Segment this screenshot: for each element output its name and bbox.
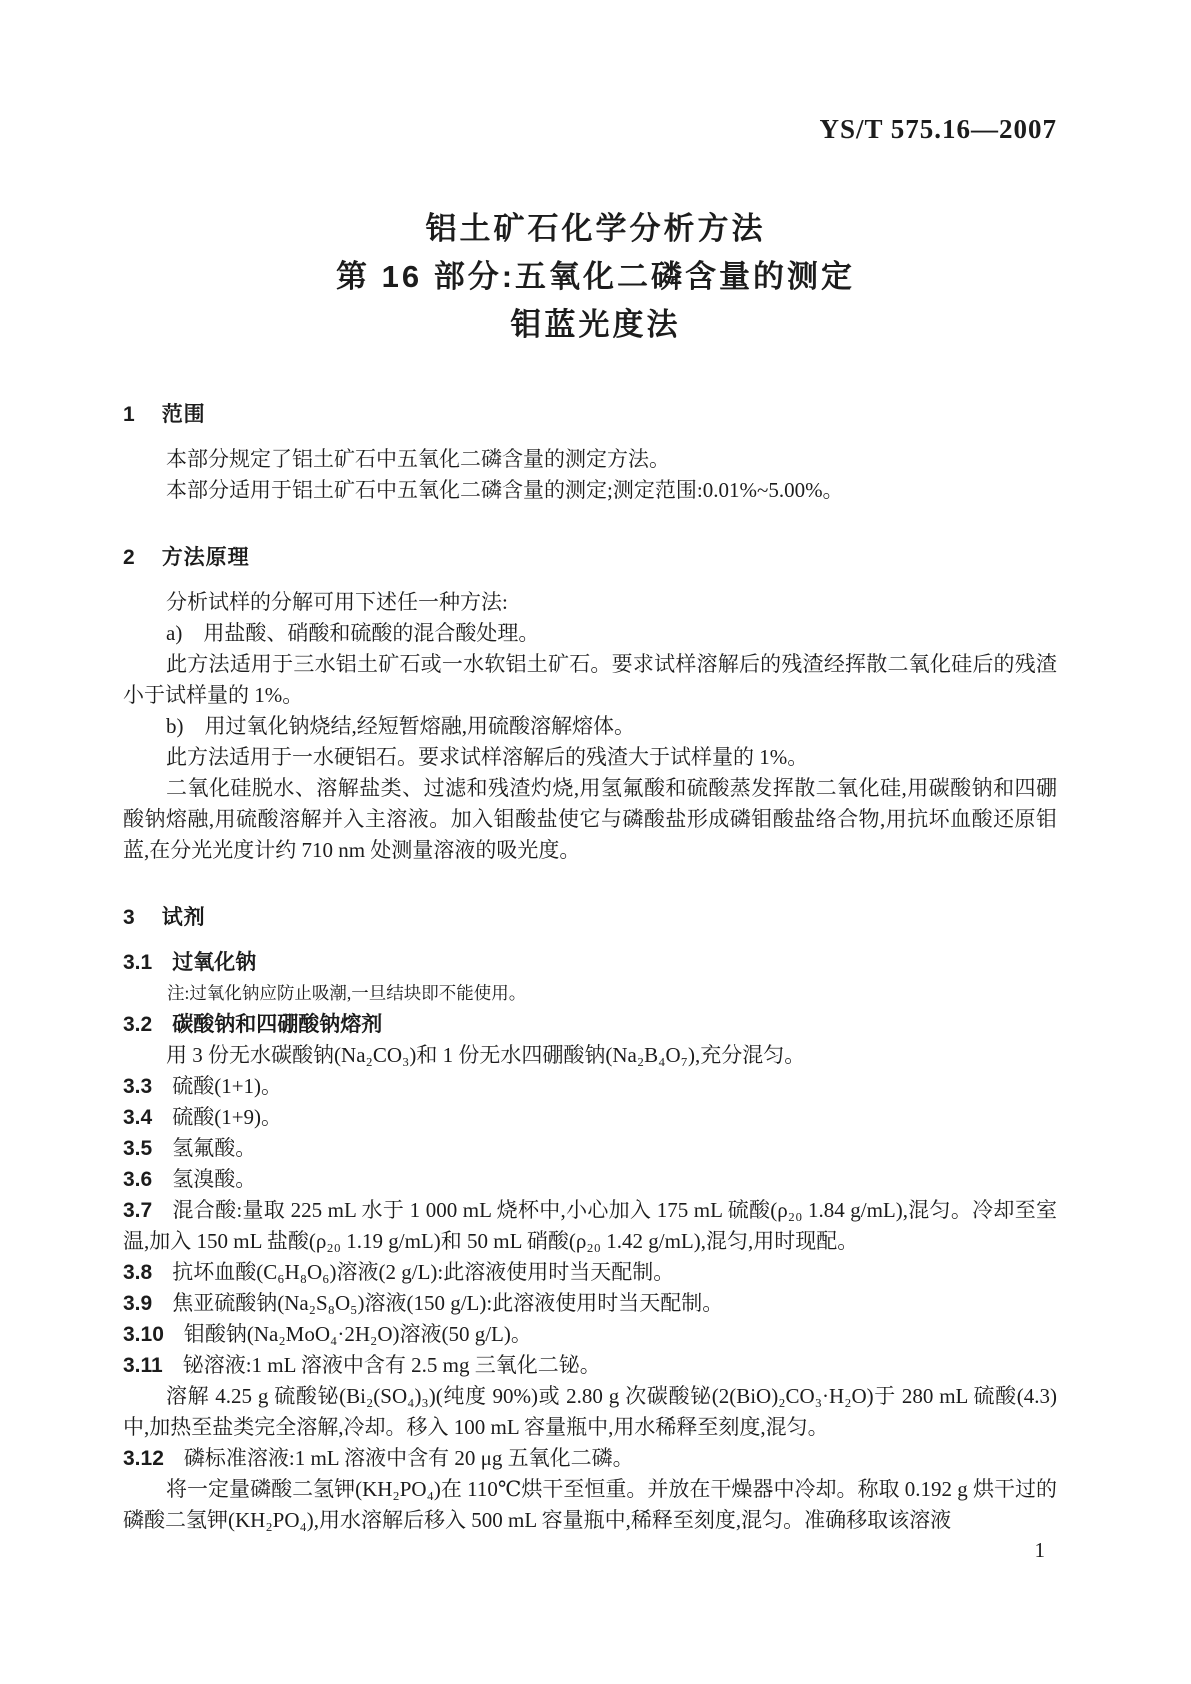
clause-3-8 <box>123 1257 1057 1288</box>
clause-3-5 <box>123 1133 1057 1164</box>
document-title-line1: 铝土矿石化学分析方法 <box>425 211 766 246</box>
clause-3-6-number: 3.6 <box>123 1168 153 1191</box>
clause-3-3 <box>123 1071 1057 1102</box>
principle-paragraph-2: 此方法适用于三水铝土矿石或一水软铝土矿石。要求试样溶解后的残渣经挥散二氧化硅后的残渣小于试样量的 1%。 <box>123 652 1057 707</box>
clause-3-7 <box>123 1195 1057 1257</box>
clause-3-2-heading <box>123 1009 1057 1040</box>
section-2-label: 方法原理 <box>161 546 250 569</box>
clause-3-3-number: 3.3 <box>123 1075 153 1098</box>
clause-3-12-text: 磷标准溶液:1 mL 溶液中含有 20 μg 五氧化二磷。 <box>183 1446 634 1470</box>
principle-paragraph-4: 二氧化硅脱水、溶解盐类、过滤和残渣灼烧,用氢氟酸和硫酸蒸发挥散二氧化硅,用碳酸钠和四硼酸钠熔融,用硫酸溶解并入主溶液。加入钼酸盐使它与磷酸盐形成磷钼酸盐络合物,用抗坏血酸还原钼蓝,在分光光度计约 710 nm 处测量溶液的吸光度。 <box>123 776 1057 862</box>
clause-3-10-text: 钼酸钠(Na₂MoO₄·2H₂O)溶液(50 g/L)。 <box>183 1322 532 1346</box>
clause-3-11-text: 铋溶液:1 mL 溶液中含有 2.5 mg 三氧化二铋。 <box>182 1353 601 1377</box>
scope-paragraph-2: 本部分适用于铝土矿石中五氧化二磷含量的测定;测定范围:0.01%~5.00%。 <box>166 478 844 502</box>
section-1-heading <box>123 399 1057 430</box>
document-title-line3: 钼蓝光度法 <box>510 307 681 342</box>
clause-3-2-number: 3.2 <box>123 1013 153 1036</box>
section-2-number: 2 <box>123 546 136 569</box>
clause-3-7-number: 3.7 <box>123 1199 153 1222</box>
document-title-line2: 第 16 部分:五氧化二磷含量的测定 <box>335 259 856 294</box>
clause-3-9-text: 焦亚硫酸钠(Na₂S₈O₅)溶液(150 g/L):此溶液使用时当天配制。 <box>172 1291 724 1315</box>
clause-3-4-number: 3.4 <box>123 1106 153 1129</box>
page-number: 1 <box>1034 1538 1045 1562</box>
principle-paragraph-3: 此方法适用于一水硬铝石。要求试样溶解后的残渣大于试样量的 1%。 <box>166 745 809 769</box>
clause-3-6-text: 氢溴酸。 <box>172 1167 257 1191</box>
clause-3-8-number: 3.8 <box>123 1261 153 1284</box>
clause-3-11-paragraph: 溶解 4.25 g 硫酸铋(Bi₂(SO₄)₃)(纯度 90%)或 2.80 g 次碳酸铋(2(BiO)₂CO₃·H₂O)于 280 mL 硫酸(4.3)中,加热至盐类完全溶解,冷却。移入 100 mL 容量瓶中,用水稀释至刻度,混匀。 <box>123 1384 1057 1439</box>
document-body <box>123 399 1057 1536</box>
clause-3-1-note: 注:过氧化钠应防止吸潮,一旦结块即不能使用。 <box>167 983 527 1003</box>
clause-3-1-title: 过氧化钠 <box>172 951 257 974</box>
clause-3-11 <box>123 1350 1057 1381</box>
clause-3-7-text: 混合酸:量取 225 mL 水于 1 000 mL 烧杯中,小心加入 175 mL 硫酸(ρ₂₀ 1.84 g/mL),混匀。冷却至室温,加入 150 mL 盐酸(ρ₂₀ 1.19 g/mL)和 50 mL 硝酸(ρ₂₀ 1.42 g/mL),混匀,用时现配。 <box>123 1198 1057 1253</box>
clause-3-12-number: 3.12 <box>123 1447 164 1470</box>
clause-3-5-number: 3.5 <box>123 1137 153 1160</box>
section-2-heading <box>123 542 1057 573</box>
clause-3-10-number: 3.10 <box>123 1323 164 1346</box>
section-1-number: 1 <box>123 403 136 426</box>
clause-3-4 <box>123 1102 1057 1133</box>
section-1-label: 范围 <box>161 403 206 426</box>
clause-3-9-number: 3.9 <box>123 1292 153 1315</box>
clause-3-2-paragraph: 用 3 份无水碳酸钠(Na₂CO₃)和 1 份无水四硼酸钠(Na₂B₄O₇),充分混匀。 <box>166 1043 806 1067</box>
principle-item-a: a) 用盐酸、硝酸和硫酸的混合酸处理。 <box>166 621 540 645</box>
standard-code: YS/T 575.16—2007 <box>819 114 1057 144</box>
clause-3-1-number: 3.1 <box>123 951 153 974</box>
section-3-label: 试剂 <box>161 906 206 929</box>
section-3-number: 3 <box>123 906 136 929</box>
clause-3-1-heading <box>123 947 1057 978</box>
clause-3-4-text: 硫酸(1+9)。 <box>172 1105 283 1129</box>
clause-3-11-number: 3.11 <box>123 1354 163 1377</box>
clause-3-8-text: 抗坏血酸(C₆H₈O₆)溶液(2 g/L):此溶液使用时当天配制。 <box>172 1260 675 1284</box>
clause-3-3-text: 硫酸(1+1)。 <box>172 1074 283 1098</box>
clause-3-12 <box>123 1443 1057 1474</box>
principle-paragraph-1: 分析试样的分解可用下述任一种方法: <box>166 590 508 614</box>
clause-3-12-paragraph: 将一定量磷酸二氢钾(KH₂PO₄)在 110℃烘干至恒重。并放在干燥器中冷却。称取 0.192 g 烘干过的磷酸二氢钾(KH₂PO₄),用水溶解后移入 500 mL 容量瓶中,稀释至刻度,混匀。准确移取该溶液 <box>123 1477 1057 1532</box>
clause-3-10 <box>123 1319 1057 1350</box>
clause-3-5-text: 氢氟酸。 <box>172 1136 257 1160</box>
clause-3-9 <box>123 1288 1057 1319</box>
principle-item-b: b) 用过氧化钠烧结,经短暂熔融,用硫酸溶解熔体。 <box>166 714 636 738</box>
clause-3-6 <box>123 1164 1057 1195</box>
scope-paragraph-1: 本部分规定了铝土矿石中五氧化二磷含量的测定方法。 <box>166 447 671 471</box>
section-3-heading <box>123 902 1057 933</box>
clause-3-2-title: 碳酸钠和四硼酸钠熔剂 <box>172 1013 383 1036</box>
document-title <box>0 205 1191 349</box>
